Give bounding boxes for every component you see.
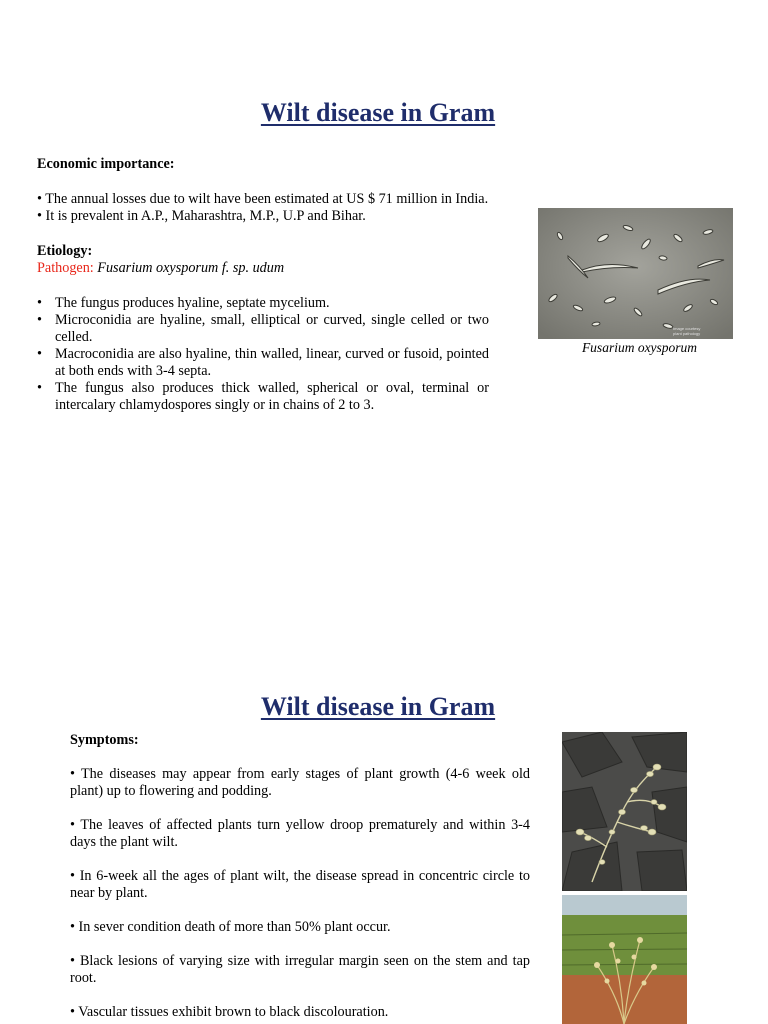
svg-text:plant pathology: plant pathology — [673, 331, 701, 336]
etiology-bullet: • Microconidia are hyaline, small, elliptical or curved, single celled or two celled. — [37, 312, 489, 346]
symptoms-heading: Symptoms: — [70, 732, 139, 748]
slide-body — [70, 732, 530, 1021]
pathogen-label: Pathogen: — [37, 260, 94, 276]
economic-point: • The annual losses due to wilt have been estimated at US $ 71 million in India. — [37, 191, 489, 207]
etiology-bullet: • The fungus also produces thick walled, spherical or oval, terminal or intercalary chlamydospores singly or in chains of 2 to 3. — [37, 380, 489, 414]
slide-body — [37, 156, 489, 414]
slide-symptoms — [0, 512, 768, 1024]
symptom-point: • In sever condition death of more than 50% plant occur. — [70, 919, 391, 935]
wilted-plant-in-field-photo — [562, 895, 687, 1024]
etiology-heading: Etiology: — [37, 243, 93, 259]
etiology-bullet-list — [37, 295, 489, 414]
pathogen-name: Fusarium oxysporum f. sp. udum — [97, 260, 285, 276]
economic-importance-heading: Economic importance: — [37, 156, 175, 172]
symptom-point: • Black lesions of varying size with irregular margin seen on the stem and tap root. — [70, 953, 530, 986]
symptom-point: • The diseases may appear from early stages of plant growth (4-6 week old plant) up to flowering and podding. — [70, 766, 530, 799]
etiology-bullet: • The fungus produces hyaline, septate mycelium. — [37, 295, 489, 312]
economic-point: • It is prevalent in A.P., Maharashtra, M.P., U.P and Bihar. — [37, 208, 366, 224]
slide-title: Wilt disease in Gram — [260, 98, 496, 127]
svg-text:Image courtesy: Image courtesy — [673, 326, 701, 331]
symptom-point: • In 6-week all the ages of plant wilt, the disease spread in concentric circle to near by plant. — [70, 868, 530, 901]
symptom-point: • Vascular tissues exhibit brown to black discolouration. — [70, 1004, 389, 1020]
slide-title: Wilt disease in Gram — [260, 692, 496, 721]
wilted-plant-on-soil-photo — [562, 732, 687, 891]
etiology-bullet: • Macroconidia are also hyaline, thin walled, linear, curved or fusoid, pointed at both ends with 3-4 septa. — [37, 346, 489, 380]
micrograph-caption: Fusarium oxysporum — [581, 340, 698, 355]
fusarium-micrograph — [538, 208, 733, 339]
pathogen-line — [37, 260, 489, 277]
symptom-point: • The leaves of affected plants turn yellow droop prematurely and within 3-4 days the plant wilt. — [70, 817, 530, 850]
